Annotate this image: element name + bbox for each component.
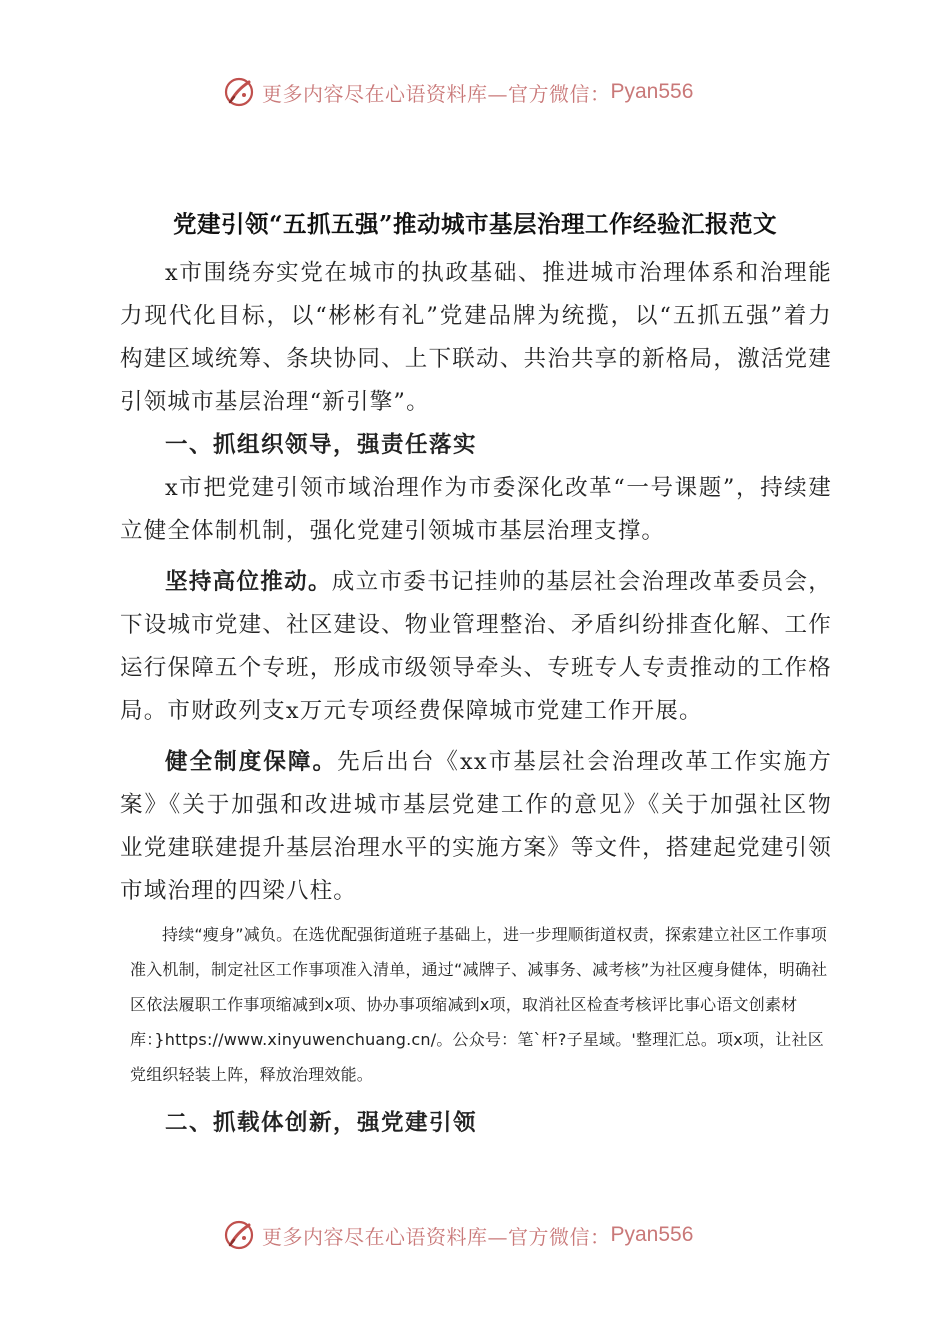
section1-heading: 一、抓组织领导，强责任落实 — [165, 432, 478, 458]
brush-logo-icon — [222, 1218, 256, 1252]
watermark-header — [222, 72, 693, 112]
section1-paragraph-4: 持续“瘦身”减负。在选优配强街道班子基础上，进一步理顺街道权责，探索建立社区工作事项准入机制，制定社区工作事项准入清单，通过“减牌子、减事务、减考核”为社区瘦身健体，明确社区依法履职工作事项缩减到x项、协办事项缩减到x项，取消社区检查考核评比事心语文创素材库：}https://www.xinyuwenchuang.cn/。公众号：笔`杆?子星域。'整理汇总。项x项，让社区党组织轻装上阵，释放治理效能。 — [130, 925, 828, 1084]
section2-heading: 二、抓载体创新，强党建引领 — [165, 1110, 478, 1136]
watermark-text: 更多内容尽在心语资料库—官方微信： — [262, 1224, 611, 1249]
watermark-wechat-id: Pyan556 — [610, 80, 694, 103]
section1-paragraph-3 — [120, 741, 832, 913]
paragraph-3-body: 先后出台《xx市基层社会治理改革工作实施方案》《关于加强和改进城市基层党建工作的意见》《关于加强社区物业党建联建提升基层治理水平的实施方案》等文件，搭建起党建引领市域治理的四梁八柱。 — [120, 749, 832, 904]
intro-paragraph: x市围绕夯实党在城市的执政基础、推进城市治理体系和治理能力现代化目标，以“彬彬有礼”党建品牌为统揽，以“五抓五强”着力构建区域统筹、条块协同、上下联动、共治共享的新格局，激活党建引领城市基层治理“新引擎”。 — [120, 260, 832, 415]
watermark-wechat-id: Pyan556 — [610, 1223, 694, 1246]
section1-paragraph-2 — [120, 561, 832, 733]
watermark-text: 更多内容尽在心语资料库—官方微信： — [262, 81, 611, 106]
paragraph-2-body: 成立市委书记挂帅的基层社会治理改革委员会，下设城市党建、社区建设、物业管理整治、矛盾纠纷排查化解、工作运行保障五个专班，形成市级领导牵头、专班专人专责推动的工作格局。市财政列支x万元专项经费保障城市党建工作开展。 — [120, 569, 832, 724]
paragraph-2-lead: 坚持高位推动。 — [165, 569, 332, 595]
document-title: 党建引领“五抓五强”推动城市基层治理工作经验汇报范文 — [172, 210, 778, 238]
section1-paragraph-1: x市把党建引领市域治理作为市委深化改革“一号课题”，持续建立健全体制机制，强化党建引领城市基层治理支撑。 — [120, 475, 832, 544]
paragraph-3-lead: 健全制度保障。 — [165, 749, 338, 775]
document-body — [120, 252, 832, 1145]
watermark-footer — [222, 1215, 693, 1255]
brush-logo-icon — [222, 75, 256, 109]
